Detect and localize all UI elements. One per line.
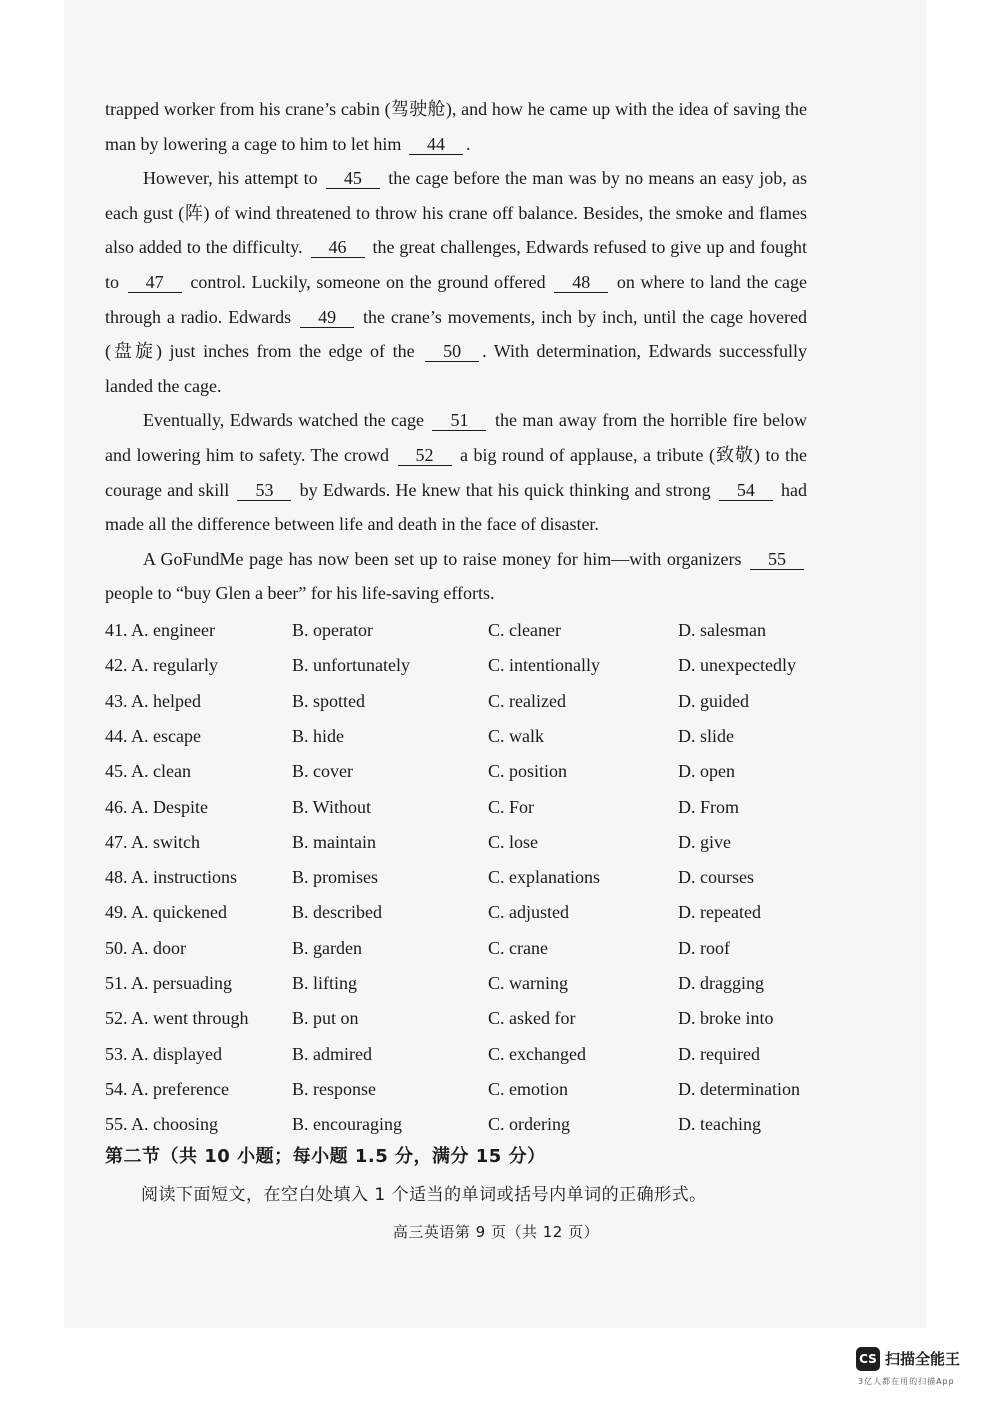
passage-text: Eventually, Edwards watched the cage [143,410,425,431]
option-d: D. guided [678,690,749,711]
option-a: 51. A. persuading [105,973,232,994]
camscanner-logo-icon: CS [856,1347,880,1371]
option-d: D. roof [678,937,730,958]
option-c: C. asked for [488,1008,576,1029]
passage-text: control. Luckily, someone on the ground offered [190,271,546,292]
option-b: B. unfortunately [292,655,410,676]
option-row [105,1001,807,1036]
option-d: D. required [678,1043,760,1064]
option-a: 44. A. escape [105,725,201,746]
passage-text: the man away from the horrible fire below and lowering him to safety. The crowd [105,410,807,465]
passage-text: . With determination, Edwards successfully landed the cage. [105,341,808,396]
option-d: D. repeated [678,902,761,923]
section-heading: 第二节（共 10 小题；每小题 1.5 分，满分 15 分） [105,1146,546,1168]
passage-paragraph-3 [105,403,807,541]
section-instruction: 阅读下面短文，在空白处填入 1 个适当的单词或括号内单词的正确形式。 [141,1185,707,1206]
option-row [105,825,807,860]
option-a: 55. A. choosing [105,1114,219,1135]
option-b: B. promises [292,867,379,888]
blank-44: 44 [409,134,463,155]
option-b: B. response [292,1078,376,1099]
scanner-watermark [856,1347,976,1391]
option-d: D. salesman [678,620,766,641]
watermark-name: 扫描全能王 [885,1350,961,1368]
option-c: C. warning [488,973,568,994]
passage-text: A GoFundMe page has now been set up to raise money for him—with organizers [143,548,742,569]
option-b: B. Without [292,796,371,817]
option-d: D. dragging [678,973,764,994]
option-b: B. hide [292,725,344,746]
passage-text: . [465,133,471,154]
option-d: D. unexpectedly [678,655,796,676]
option-c: C. crane [488,937,548,958]
option-c: C. walk [488,725,544,746]
option-b: B. cover [292,761,353,782]
blank-52: 52 [398,445,452,466]
blank-50: 50 [425,341,479,362]
blank-55: 55 [750,549,804,570]
passage-paragraph-4 [105,542,807,611]
option-a: 48. A. instructions [105,867,238,888]
blank-45: 45 [326,168,380,189]
option-d: D. slide [678,725,734,746]
option-row [105,895,807,930]
page-footer: 高三英语第 9 页（共 12 页） [392,1223,600,1241]
option-row [105,684,807,719]
option-c: C. intentionally [488,655,600,676]
option-a: 46. A. Despite [105,796,208,817]
option-d: D. open [678,761,735,782]
passage-text: had made all the difference between life and death in the face of disaster. [105,479,807,535]
option-row [105,719,807,754]
passage-text: a big round of applause, a tribute (致敬) to the courage and skill [105,444,808,500]
option-a: 47. A. switch [105,831,201,852]
option-a: 53. A. displayed [105,1043,222,1064]
passage-text: on where to land the cage through a radio. Edwards [105,271,808,327]
option-d: D. teaching [678,1114,761,1135]
option-b: B. spotted [292,690,366,711]
blank-48: 48 [554,272,608,293]
option-c: C. lose [488,831,539,852]
option-row [105,1036,807,1071]
blank-54: 54 [719,480,773,501]
option-a: 50. A. door [105,937,186,958]
option-c: C. ordering [488,1114,570,1135]
option-b: B. admired [292,1043,372,1064]
option-a: 43. A. helped [105,690,201,711]
option-row [105,754,807,789]
option-c: C. cleaner [488,620,561,641]
option-b: B. lifting [292,973,358,994]
passage-text: by Edwards. He knew that his quick thinking and strong [299,479,711,500]
answer-options [105,613,807,1142]
passage-text: people to “buy Glen a beer” for his life-saving efforts. [105,583,495,604]
option-b: B. garden [292,937,362,958]
option-d: D. From [678,796,740,817]
passage-text: the cage before the man was by no means an easy job, as each gust (阵) of wind threatened to throw his crane off balance. Besides, the smoke and flames also added to the difficulty. [105,168,808,258]
passage-text: trapped worker from his crane’s cabin (驾驶舱), and how he came up with the idea of saving the man by lowering a cage to him to let him [105,99,807,154]
option-b: B. encouraging [292,1114,402,1135]
option-a: 52. A. went through [105,1008,249,1029]
option-row [105,789,807,824]
option-b: B. maintain [292,831,376,852]
option-row [105,931,807,966]
option-c: C. For [488,796,535,817]
option-b: B. operator [292,620,373,641]
option-c: C. realized [488,690,566,711]
option-b: B. described [292,902,382,923]
option-c: C. position [488,761,568,782]
option-c: C. exchanged [488,1043,586,1064]
blank-53: 53 [237,480,291,501]
option-d: D. give [678,831,731,852]
passage-text: However, his attempt to [143,168,318,189]
option-row [105,613,807,648]
option-row [105,1107,807,1142]
option-c: C. explanations [488,867,600,888]
option-a: 42. A. regularly [105,655,218,676]
option-row [105,860,807,895]
option-c: C. emotion [488,1078,568,1099]
option-a: 54. A. preference [105,1078,229,1099]
option-d: D. determination [678,1078,800,1099]
option-c: C. adjusted [488,902,569,923]
passage-text: the crane’s movements, inch by inch, until the cage hovered (盘旋) just inches from the edge of the [105,306,807,362]
passage-text: the great challenges, Edwards refused to give up and fought to [105,237,808,292]
watermark-tagline: 3亿人都在用的扫描App [858,1377,955,1386]
passage-paragraph-1 [105,92,807,161]
passage-paragraph-2 [105,161,807,403]
blank-47: 47 [128,272,182,293]
option-row [105,966,807,1001]
exam-content [105,92,807,1210]
option-d: D. courses [678,867,754,888]
blank-51: 51 [432,410,486,431]
option-d: D. broke into [678,1008,774,1029]
option-b: B. put on [292,1008,359,1029]
blank-46: 46 [311,237,365,258]
option-a: 49. A. quickened [105,902,227,923]
option-a: 45. A. clean [105,761,191,782]
blank-49: 49 [300,307,354,328]
option-a: 41. A. engineer [105,620,215,641]
option-row [105,648,807,683]
option-row [105,1072,807,1107]
